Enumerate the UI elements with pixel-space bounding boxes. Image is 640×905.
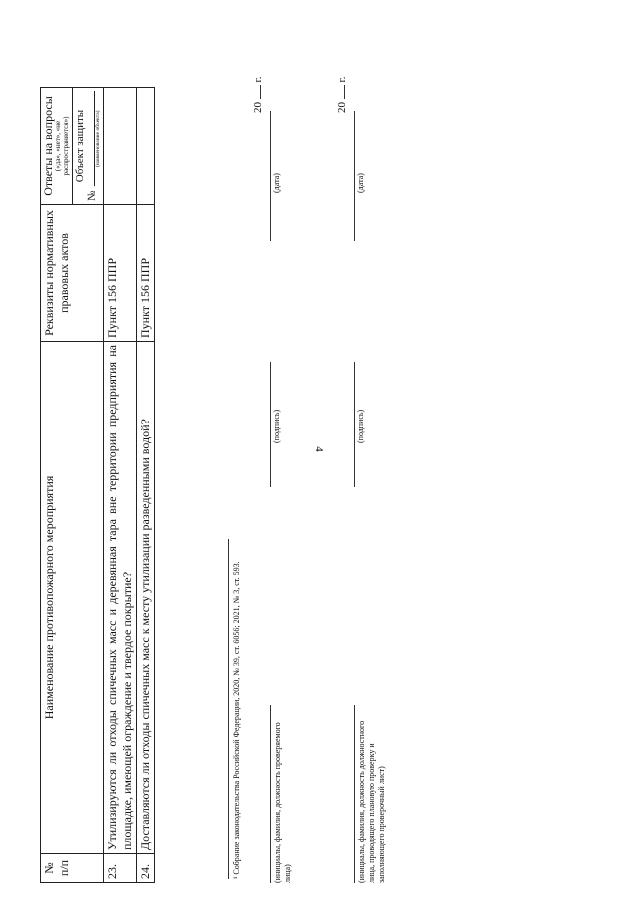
year-blank-1: [260, 85, 261, 99]
row-requisites: Пункт 156 ППР: [104, 205, 137, 342]
answers-note: («да», «нет», «не распространяется»): [54, 116, 70, 176]
header-requisites: Реквизиты нормативных правовых актов: [41, 205, 104, 342]
sign-caption-2: (подпись): [356, 409, 365, 443]
header-number: № п/п: [41, 854, 104, 883]
row-answer[interactable]: [104, 88, 137, 205]
sign-line-1: [270, 362, 271, 487]
object-number-line: [86, 91, 101, 201]
row-number: 24.: [137, 854, 155, 883]
row-text: Доставляются ли отходы спичечных масс к месту утилизации разведенными водой?: [137, 342, 155, 854]
sign-caption-1: (подпись): [272, 409, 281, 443]
row-number: 23.: [104, 854, 137, 883]
object-caption: (наименование объекта): [94, 91, 101, 187]
name-caption-2: (инициалы, фамилия, должность должностного лица, проводящего плановую проверку и заполняющего проверочный лист): [357, 720, 386, 883]
table-header-row: [41, 88, 104, 883]
name-caption-1: (инициалы, фамилия, должность проверяемого лица): [273, 722, 292, 883]
footnote: ¹ Собрание законодательства Российской Федерации, 2020, № 39, ст. 6056; 2021, № 3, ст. 593.: [228, 539, 241, 879]
date-line-2: [354, 111, 355, 241]
year-1: [252, 76, 264, 113]
checklist-table: [40, 87, 155, 883]
header-name: Наименование противопожарного мероприятия: [41, 342, 104, 854]
year-2: [336, 76, 348, 113]
row-requisites: Пункт 156 ППР: [137, 205, 155, 342]
header-answers: [41, 88, 104, 205]
object-name-field: [86, 91, 101, 187]
name-line-1: [270, 705, 271, 883]
rotated-content: [40, 28, 600, 883]
answers-title: Ответы на вопросы: [41, 96, 55, 196]
object-title: Объект защиты: [74, 109, 86, 183]
date-line-1: [270, 111, 271, 241]
year-prefix-2: 20: [336, 102, 348, 113]
sign-line-2: [354, 362, 355, 487]
table-row: [104, 88, 137, 883]
object-box: [72, 88, 102, 204]
row-answer[interactable]: [137, 88, 155, 205]
date-caption-1: (дата): [272, 173, 281, 193]
year-prefix-1: 20: [252, 102, 264, 113]
object-number-sign: №: [86, 190, 98, 201]
table-row: [137, 88, 155, 883]
page-number: 4: [312, 446, 325, 452]
date-caption-2: (дата): [356, 173, 365, 193]
year-g-1: г.: [252, 76, 264, 83]
name-line-2: [354, 705, 355, 883]
row-text: Утилизируются ли отходы спичечных масс и деревянная тара вне территории предприятия на площадке, имеющей ограждение и твердое покрытие?: [104, 342, 137, 854]
year-blank-2: [344, 85, 345, 99]
year-g-2: г.: [336, 76, 348, 83]
